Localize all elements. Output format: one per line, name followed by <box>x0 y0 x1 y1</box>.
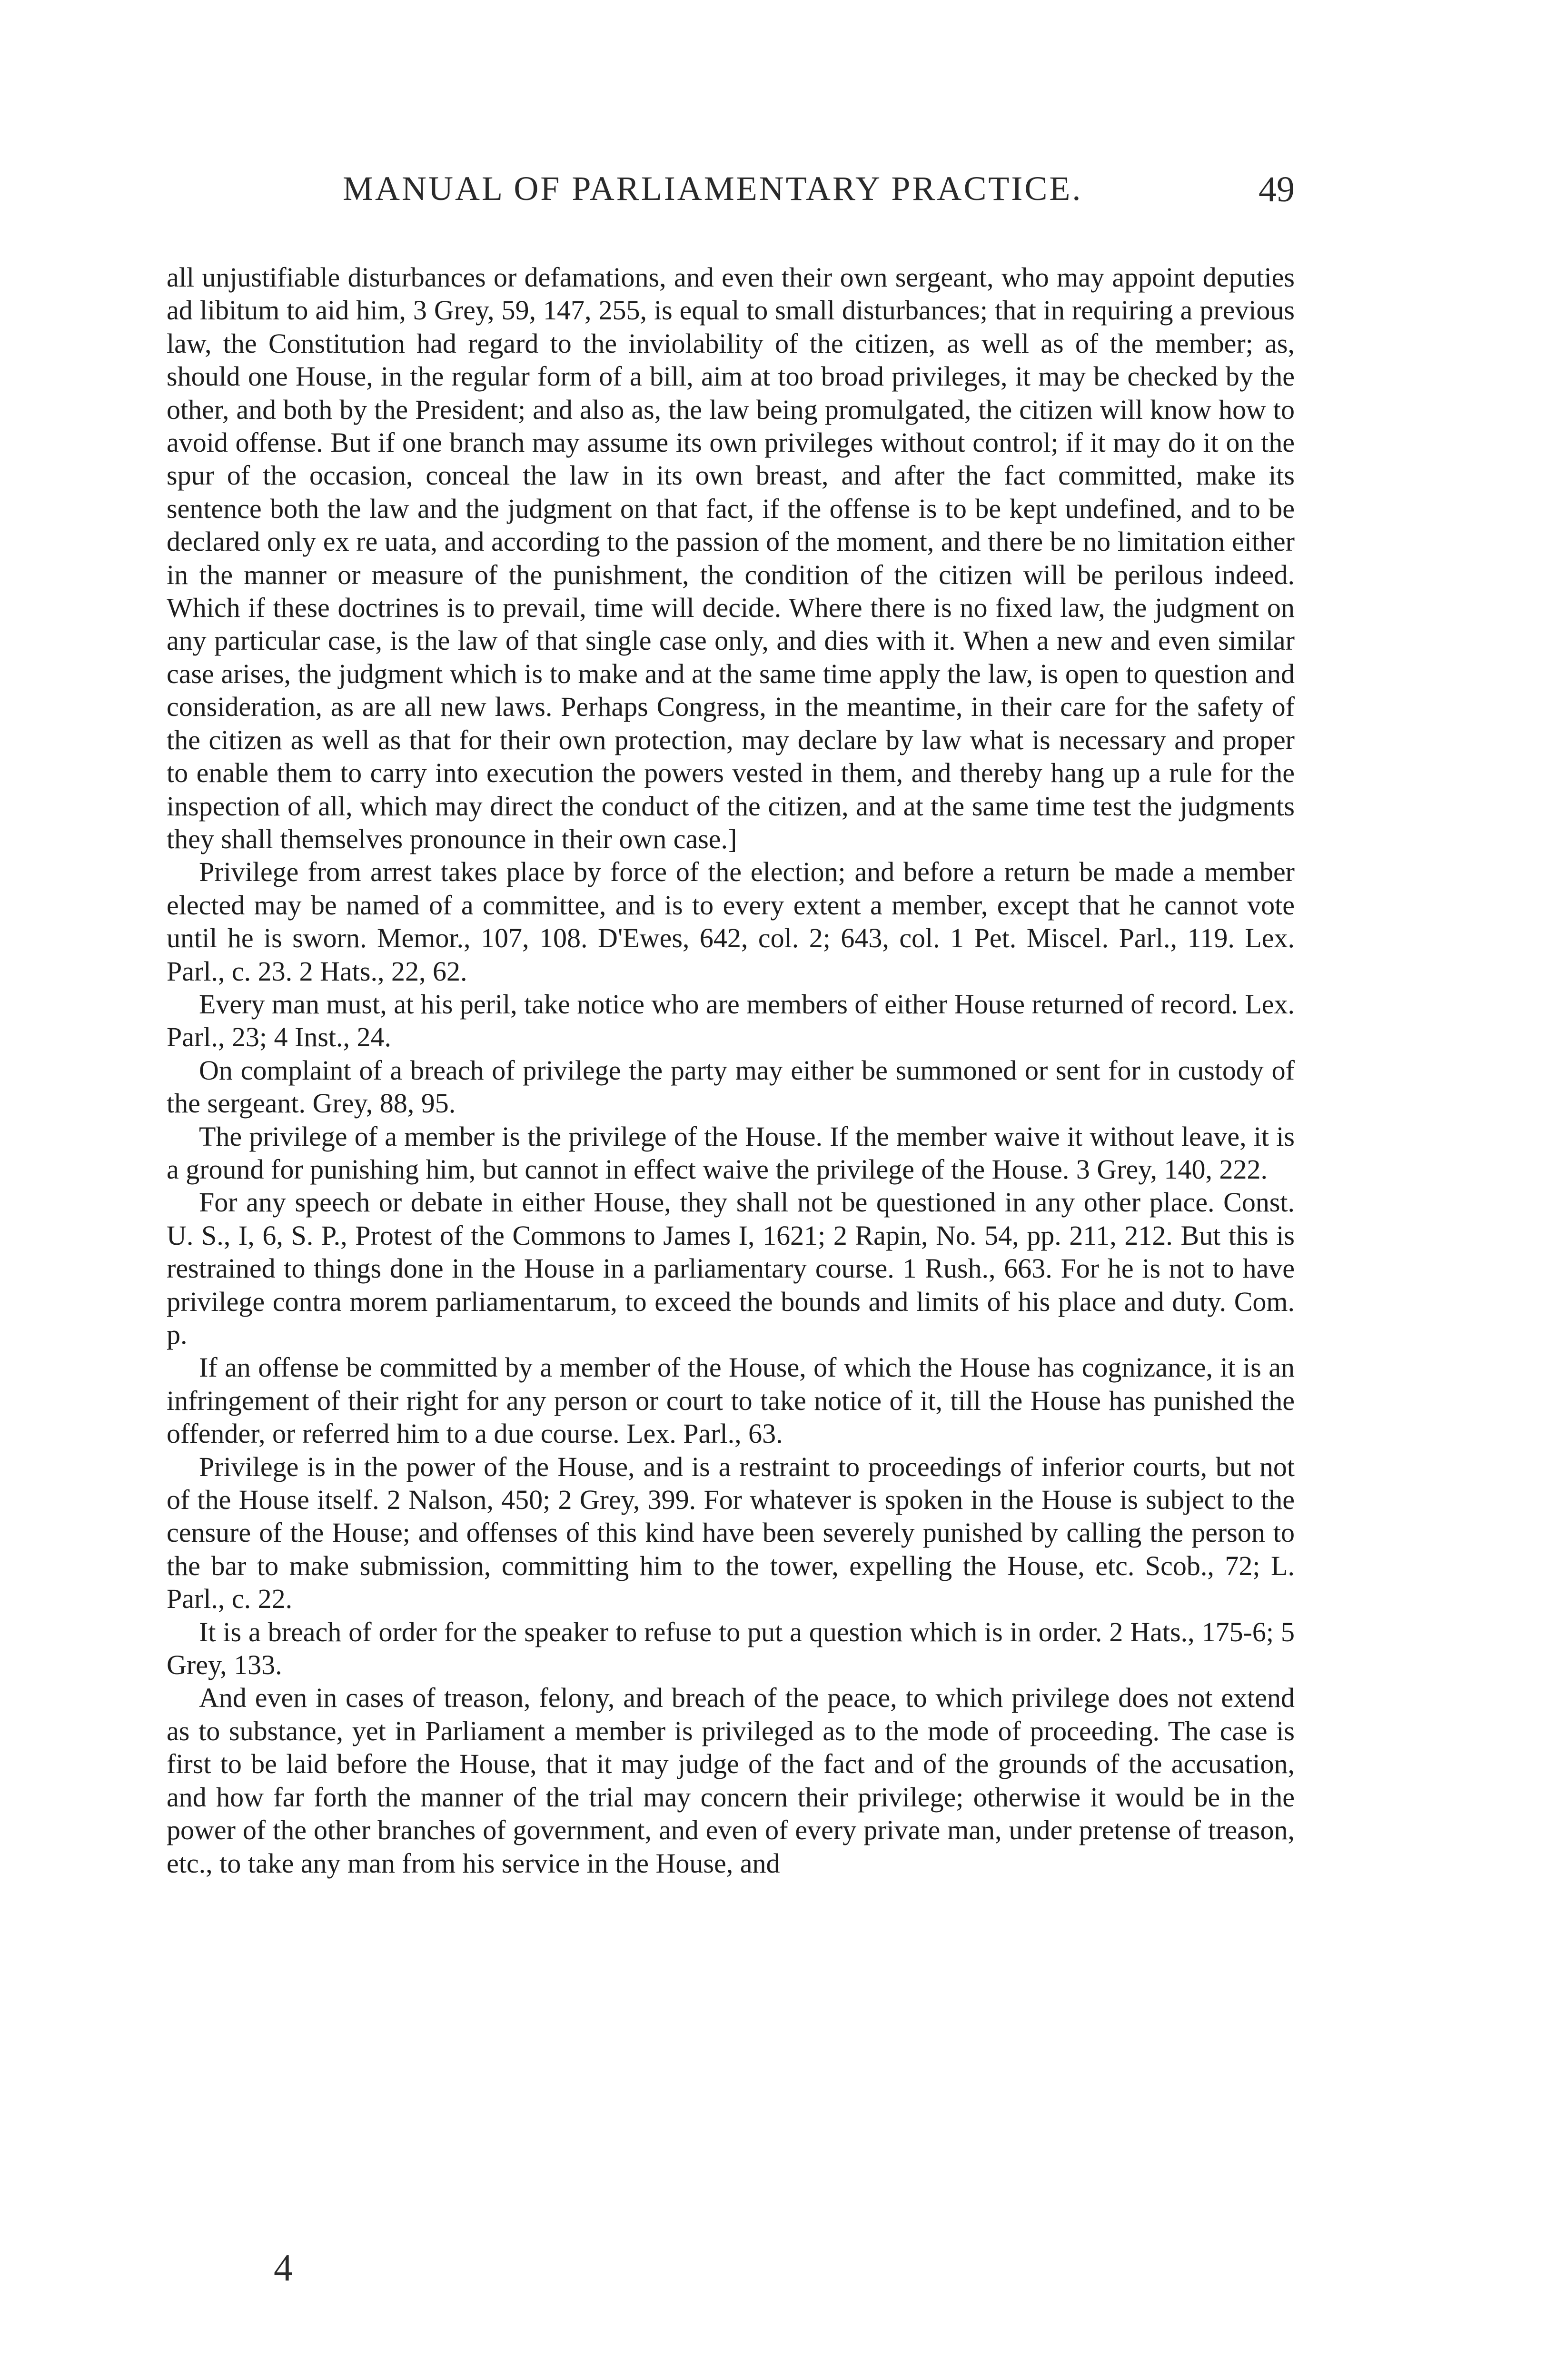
page-number: 49 <box>1259 169 1295 209</box>
page-header <box>167 169 1295 212</box>
paragraph-offense-by-member: If an offense be committed by a member of the House, of which the House has cognizance, it is an infringement of their right for any person or court to take notice of it, till the House has punished the offender, or referred him to a due course. Lex. Parl., 63. <box>167 1352 1295 1449</box>
running-title: MANUAL OF PARLIAMENTARY PRACTICE. <box>343 169 1083 208</box>
signature-mark: 4 <box>274 2247 293 2289</box>
body-text <box>167 261 1295 1880</box>
paragraph-notice-of-members: Every man must, at his peril, take notice who are members of either House returned of record. Lex. Parl., 23; 4 Inst., 24. <box>167 988 1295 1053</box>
paragraph-speech-or-debate: For any speech or debate in either House, they shall not be questioned in any other place. Const. U. S., I, 6, S. P., Protest of the Commons to James I, 1621; 2 Rapin, No. 54, pp. 211, 212. But this is restrained to things done in the House in a parliamentary course. 1 Rush., 663. For he is not to have privilege contra morem parliamentarum, to exceed the bounds and limits of his place and duty. Com. p. <box>167 1187 1295 1350</box>
paragraph-privilege-from-arrest: Privilege from arrest takes place by force of the election; and before a return be made a member elected may be named of a committee, and is to every extent a member, except that he cannot vote until he is sworn. Memor., 107, 108. D'Ewes, 642, col. 2; 643, col. 1 Pet. Miscel. Parl., 119. Lex. Parl., c. 23. 2 Hats., 22, 62. <box>167 856 1295 987</box>
paragraph-power-of-house: Privilege is in the power of the House, and is a restraint to proceedings of inferior courts, but not of the House itself. 2 Nalson, 450; 2 Grey, 399. For whatever is spoken in the House is subject to the censure of the House; and offenses of this kind have been severely punished by calling the person to the bar to make submission, committing him to the tower, expelling the House, etc. Scob., 72; L. Parl., c. 22. <box>167 1451 1295 1615</box>
paragraph-breach-of-order: It is a breach of order for the speaker to refuse to put a question which is in order. 2 Hats., 175-6; 5 Grey, 133. <box>167 1616 1295 1681</box>
paragraph-continuation: all unjustifiable disturbances or defamations, and even their own sergeant, who may appoint deputies ad libitum to aid him, 3 Grey, 59, 147, 255, is equal to small disturbances; that in requiring a previous law, the Constitution had regard to the inviolability of the citizen, as well as of the member; as, should one House, in the regular form of a bill, aim at too broad privileges, it may be checked by the other, and both by the President; and also as, the law being promulgated, the citizen will know how to avoid offense. But if one branch may assume its own privileges without control; if it may do it on the spur of the occasion, conceal the law in its own breast, and after the fact committed, make its sentence both the law and the judgment on that fact, if the offense is to be kept undefined, and to be declared only ex re uata, and according to the passion of the moment, and there be no limitation either in the manner or measure of the punishment, the condition of the citizen will be perilous indeed. Which if these doctrines is to prevail, time will decide. Where there is no fixed law, the judgment on any particular case, is the law of that single case only, and dies with it. When a new and even similar case arises, the judgment which is to make and at the same time apply the law, is open to question and consideration, as are all new laws. Perhaps Congress, in the meantime, in their care for the safety of the citizen as well as that for their own protection, may declare by law what is necessary and proper to enable them to carry into execution the powers vested in them, and thereby hang up a rule for the inspection of all, which may direct the conduct of the citizen, and at the same time test the judgments they shall themselves pronounce in their own case.] <box>167 262 1295 854</box>
paragraph-treason-felony: And even in cases of treason, felony, and breach of the peace, to which privilege does not extend as to substance, yet in Parliament a member is privileged as to the mode of proceeding. The case is first to be laid before the House, that it may judge of the fact and of the grounds of the accusation, and how far forth the manner of the trial may concern their privilege; otherwise it would be in the power of the other branches of government, and even of every private man, under pretense of treason, etc., to take any man from his service in the House, and <box>167 1682 1295 1879</box>
paragraph-privilege-of-house: The privilege of a member is the privilege of the House. If the member waive it without leave, it is a ground for punishing him, but cannot in effect waive the privilege of the House. 3 Grey, 140, 222. <box>167 1121 1295 1185</box>
paragraph-complaint-of-breach: On complaint of a breach of privilege the party may either be summoned or sent for in custody of the sergeant. Grey, 88, 95. <box>167 1054 1295 1119</box>
